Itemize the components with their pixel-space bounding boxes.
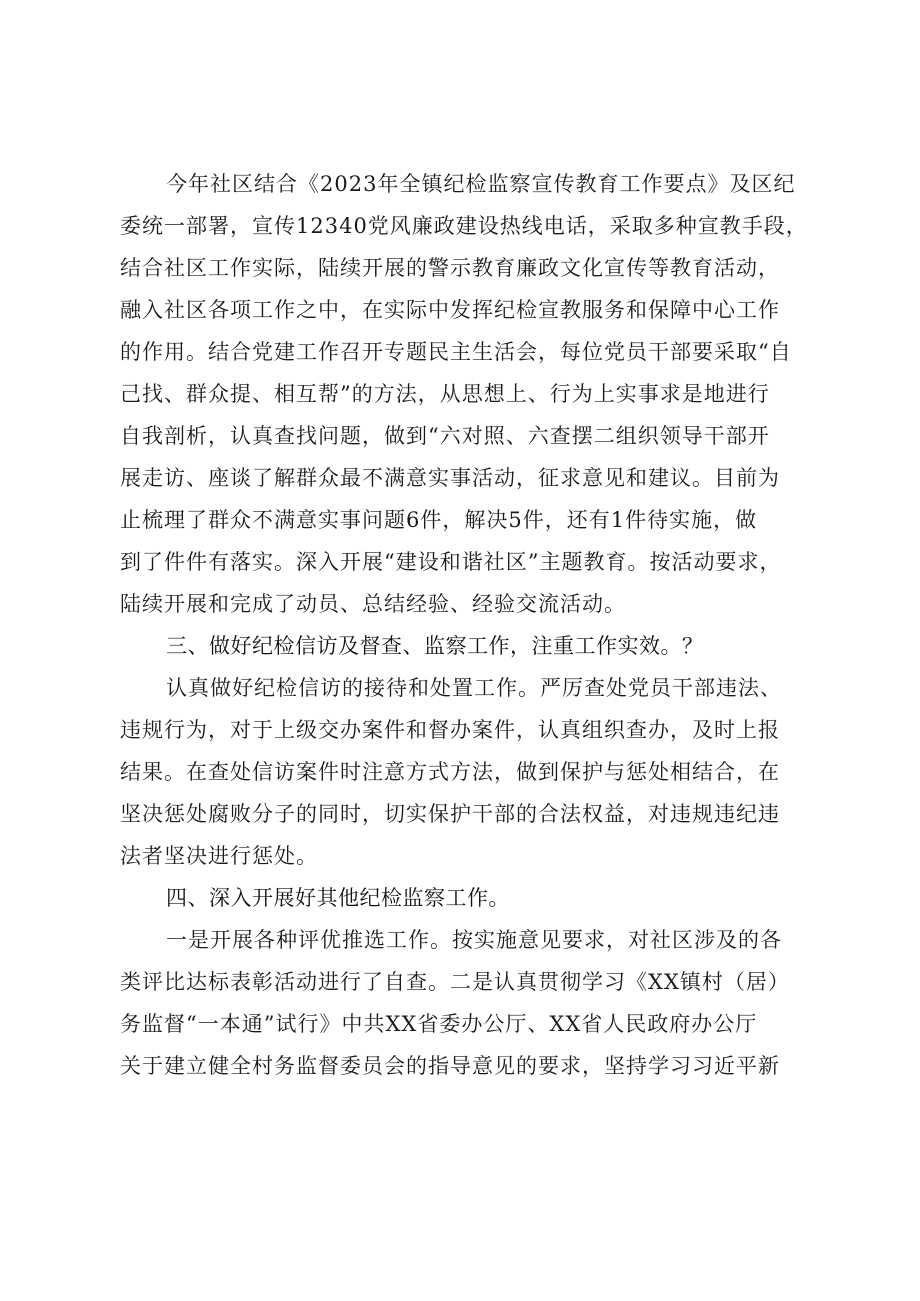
paragraph-line: 结果。在查处信访案件时注意方式方法，做到保护与惩处相结合，在 [120,760,780,784]
paragraph-line: 自我剖析，认真查找问题，做到“六对照、六查摆二组织领导干部开 [120,424,770,448]
paragraph-line: 展走访、座谈了解群众最不满意实事活动，征求意见和建议。目前为 [120,466,780,490]
paragraph-line: 认真做好纪检信访的接待和处置工作。严厉查处党员干部违法、 [166,676,782,700]
paragraph-line: 法者坚决进行惩处。 [120,844,318,868]
paragraph-line: 的作用。结合党建工作召开专题民主生活会，每位党员干部要采取“自 [120,340,792,364]
section-heading-3: 三、做好纪检信访及督查、监察工作，注重工作实效。？ [166,634,704,658]
paragraph-2 [120,667,820,877]
document-body [120,163,820,1087]
paragraph-line: 一是开展各种评优推选工作。按实施意见要求，对社区涉及的各 [166,928,782,952]
paragraph-line: 关于建立健全村务监督委员会的指导意见的要求，坚持学习习近平新 [120,1054,780,1078]
paragraph-line: 坚决惩处腐败分子的同时，切实保护干部的合法权益，对违规违纪违 [120,802,780,826]
paragraph-line: 陆续开展和完成了动员、总结经验、经验交流活动。 [120,592,626,616]
paragraph-line: 委统一部署，宣传12340党风廉政建设热线电话，采取多种宣教手段， [120,214,808,238]
paragraph-line: 结合社区工作实际，陆续开展的警示教育廉政文化宣传等教育活动， [120,256,780,280]
paragraph-line: 到了件件有落实。深入开展“建设和谐社区”主题教育。按活动要求， [120,550,782,574]
paragraph-line: 止梳理了群众不满意实事问题6件，解决5件，还有1件待实施，做 [120,508,758,532]
paragraph-line: 己找、群众提、相互帮”的方法，从思想上、行为上实事求是地进行 [120,382,770,406]
paragraph-line: 今年社区结合《2023年全镇纪检监察宣传教育工作要点》及区纪 [166,172,796,196]
section-heading-4: 四、深入开展好其他纪检监察工作。 [166,886,510,910]
paragraph-line: 务监督“一本通”试行》中共XX省委办公厅、XX省人民政府办公厅 [120,1012,758,1036]
paragraph-line: 类评比达标表彰活动进行了自查。二是认真贯彻学习《XX镇村（居） [120,970,790,994]
paragraph-line: 融入社区各项工作之中，在实际中发挥纪检宣教服务和保障中心工作 [120,298,780,322]
paragraph-3 [120,919,820,1087]
paragraph-1 [120,163,820,625]
paragraph-line: 违规行为，对于上级交办案件和督办案件，认真组织查办，及时上报 [120,718,780,742]
